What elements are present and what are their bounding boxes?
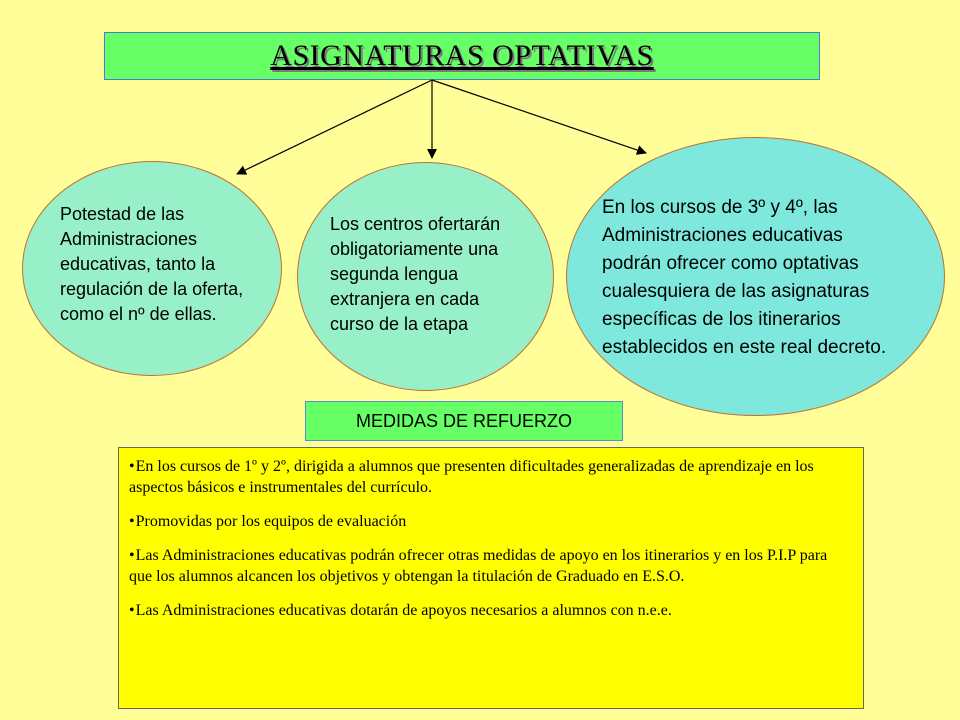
medidas-list: [118, 447, 864, 709]
bullet-icon: •: [129, 513, 135, 530]
medidas-title-box: [305, 401, 623, 441]
list-item-text: En los cursos de 1º y 2º, dirigida a alumnos que presenten dificultades generalizadas de aprendizaje en los aspectos básicos e instrumentales del currículo.: [129, 458, 814, 496]
arrow-to-left-node: [237, 80, 432, 174]
bullet-icon: •: [129, 547, 135, 564]
node-right-text: En los cursos de 3º y 4º, las Administraciones educativas podrán ofrecer como optativas cualesquiera de las asignaturas específicas de los itinerarios establecidos en este real decreto.: [602, 197, 887, 358]
bullet-icon: •: [129, 458, 135, 475]
node-left-text: Potestad de las Administraciones educativas, tanto la regulación de la oferta, como el nº de ellas.: [60, 204, 244, 324]
arrow-to-right-node: [432, 80, 646, 153]
list-item: [129, 511, 853, 532]
node-middle-text: Los centros ofertarán obligatoriamente una segunda lengua extranjera en cada curso de la etapa: [330, 214, 501, 334]
list-item: [129, 456, 853, 498]
list-item: [129, 545, 853, 587]
list-item-text: Promovidas por los equipos de evaluación: [135, 513, 407, 530]
bullet-icon: •: [129, 602, 135, 619]
title-box: [104, 32, 820, 80]
list-item: [129, 600, 853, 621]
medidas-title: MEDIDAS DE REFUERZO: [355, 410, 573, 431]
list-item-text: Las Administraciones educativas dotarán de apoyos necesarios a alumnos con n.e.e.: [135, 602, 672, 619]
diagram-title: ASIGNATURAS OPTATIVAS: [270, 39, 654, 72]
list-item-text: Las Administraciones educativas podrán ofrecer otras medidas de apoyo en los itinerarios y en los P.I.P para que los alumnos alcancen los objetivos y obtengan la titulación de Graduado en E.S.O.: [129, 547, 828, 585]
